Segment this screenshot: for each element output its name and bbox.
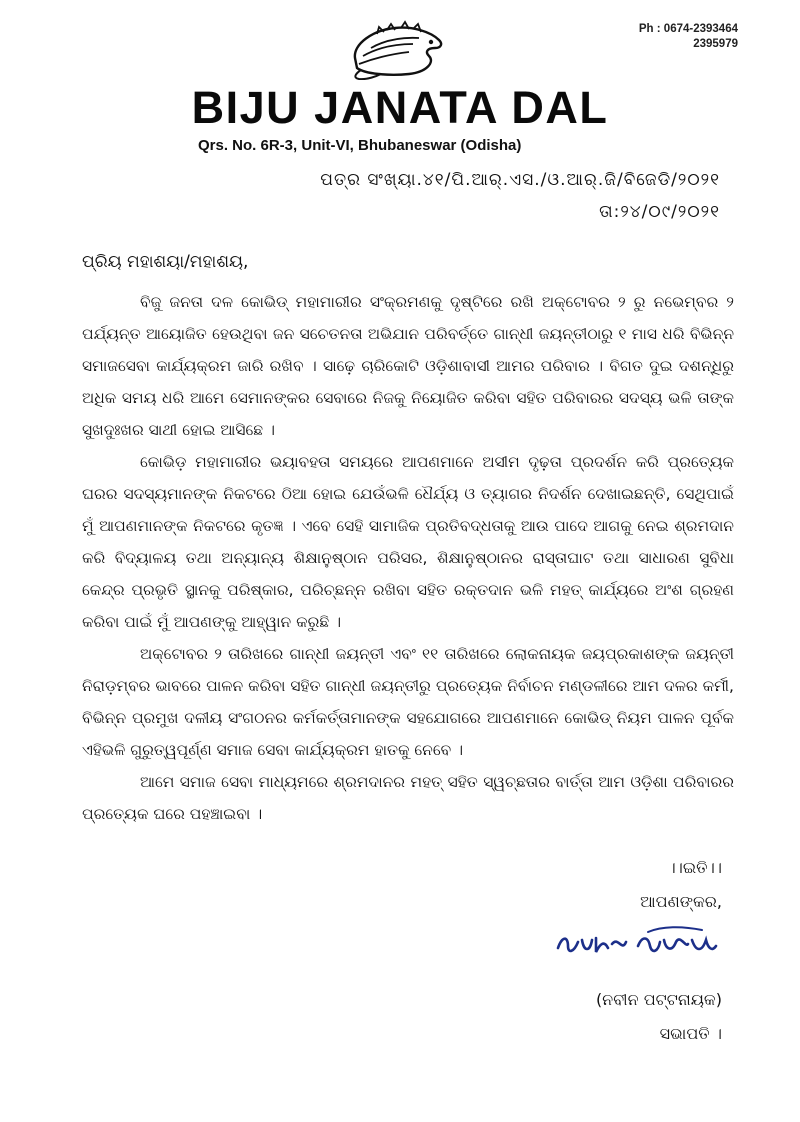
signature-mark xyxy=(552,918,722,968)
phone-number-alt: 2395979 xyxy=(693,38,738,50)
signatory-title: ସଭାପତି । xyxy=(659,1024,722,1043)
body-paragraph: କୋଭିଡ଼ ମହାମାରୀର ଭୟାବହତା ସମୟରେ ଆପଣମାନେ ଅସୀମ ଦୃଢ଼ତା ପ୍ରଦର୍ଶନ କରି ପ୍ରତ୍ୟେକ ଘରର ସଦସ୍ୟମାନଙ୍କ ନିକଟରେ ଠିଆ ହୋଇ ଯେଉଁଭଳି ଧୈର୍ଯ୍ୟ ଓ ତ୍ୟାଗର ନିଦର୍ଶନ ଦେଖାଇଛନ୍ତି, ସେଥିପାଇଁ ମୁଁ ଆପଣମାନଙ୍କ ନିକଟରେ କୃତଜ୍ଞ । ଏବେ ସେହି ସାମାଜିକ ପ୍ରତିବଦ୍ଧତାକୁ ଆଉ ପାଦେ ଆଗକୁ ନେଇ ଶ୍ରମଦାନ କରି ବିଦ୍ୟାଳୟ ତଥା ଅନ୍ୟାନ୍ୟ ଶିକ୍ଷାନୁଷ୍ଠାନ ପରିସର, ଶିକ୍ଷାନୁଷ୍ଠାନର ରାସ୍ତାଘାଟ ତଥା ସାଧାରଣ ସୁବିଧା କେନ୍ଦ୍ର ପ୍ରଭୃତି ସ୍ଥାନକୁ ପରିଷ୍କାର, ପରିଚ୍ଛନ୍ନ ରଖିବା ସହିତ ରକ୍ତଦାନ ଭଳି ମହତ୍ କାର୍ଯ୍ୟରେ ଅଂଶ ଗ୍ରହଣ କରିବା ପାଇଁ ମୁଁ ଆପଣଙ୍କୁ ଆହ୍ୱାନ କରୁଛି । xyxy=(82,453,734,631)
letter-body xyxy=(82,286,734,830)
body-paragraph: ଅକ୍ଟୋବର ୨ ତାରିଖରେ ଗାନ୍ଧୀ ଜୟନ୍ତୀ ଏବଂ ୧୧ ତାରିଖରେ ଲୋକନାୟକ ଜୟପ୍ରକାଶଙ୍କ ଜୟନ୍ତୀ ନିରାଡ଼ମ୍ବର ଭାବରେ ପାଳନ କରିବା ସହିତ ଗାନ୍ଧୀ ଜୟନ୍ତୀରୁ ପ୍ରତ୍ୟେକ ନିର୍ବାଚନ ମଣ୍ଡଳୀରେ ଆମ ଦଳର କର୍ମୀ, ବିଭିନ୍ନ ପ୍ରମୁଖ ଦଳୀୟ ସଂଗଠନର କର୍ମକର୍ତ୍ତାମାନଙ୍କ ସହଯୋଗରେ ଆପଣମାନେ କୋଭିଡ୍ ନିୟମ ପାଳନ ପୂର୍ବକ ଏହିଭଳି ଗୁରୁତ୍ୱପୂର୍ଣ୍ଣ ସମାଜ ସେବା କାର୍ଯ୍ୟକ୍ରମ ହାତକୁ ନେବେ । xyxy=(82,645,734,759)
closing-iti: ।।ଇତି।। xyxy=(668,858,722,877)
salutation: ପ୍ରିୟ ମହାଶୟା/ମହାଶୟ, xyxy=(82,252,249,272)
signatory-name: (ନବୀନ ପଟ୍ଟନାୟକ) xyxy=(595,990,722,1009)
body-paragraph: ଆମେ ସମାଜ ସେବା ମାଧ୍ୟମରେ ଶ୍ରମଦାନର ମହତ୍ ସହିତ ସ୍ୱଚ୍ଛତାର ବାର୍ତ୍ତା ଆମ ଓଡ଼ିଶା ପରିବାରର ପ୍ରତ୍ୟେକ ଘରେ ପହଞ୍ଚାଇବା । xyxy=(82,773,734,823)
party-address: Qrs. No. 6R-3, Unit-VI, Bhubaneswar (Odisha) xyxy=(198,137,522,154)
phone-number: Ph : 0674-2393464 xyxy=(638,23,738,35)
letter-date: ତା:୨୪/୦୯/୨୦୨୧ xyxy=(599,202,720,222)
body-paragraph: ବିଜୁ ଜନତା ଦଳ କୋଭିଡ୍ ମହାମାରୀର ସଂକ୍ରମଣକୁ ଦୃଷ୍ଟିରେ ରଖି ଅକ୍ଟୋବର ୨ ରୁ ନଭେମ୍ବର ୨ ପର୍ଯ୍ୟନ୍ତ ଆୟୋଜିତ ହେଉଥିବା ଜନ ସଚେତନତା ଅଭିଯାନ ପରିବର୍ତ୍ତେ ଗାନ୍ଧୀ ଜୟନ୍ତୀଠାରୁ ୧ ମାସ ଧରି ବିଭିନ୍ନ ସମାଜସେବା କାର୍ଯ୍ୟକ୍ରମ ଜାରି ରଖିବ । ସାଢ଼େ ଚାରିକୋଟି ଓଡ଼ିଶାବାସୀ ଆମର ପରିବାର । ବିଗତ ଦୁଇ ଦଶନ୍ଧିରୁ ଅଧିକ ସମୟ ଧରି ଆମେ ସେମାନଙ୍କର ସେବାରେ ନିଜକୁ ନିୟୋଜିତ କରିବା ସହିତ ପରିବାରର ସଦସ୍ୟ ଭଳି ତାଙ୍କ ସୁଖଦୁଃଖର ସାଥୀ ହୋଇ ଆସିଛେ । xyxy=(82,293,734,439)
party-name: BIJU JANATA DAL xyxy=(191,82,609,133)
closing-yours: ଆପଣଙ୍କର, xyxy=(640,892,722,911)
phone-block xyxy=(639,22,738,52)
letter-reference-number: ପତ୍ର ସଂଖ୍ୟା.୪୧/ପି.ଆର୍.ଏସ./ଓ.ଆର୍.ଜି/ବିଜେଡି/୨୦୨୧ xyxy=(320,170,720,190)
conch-shell-icon xyxy=(347,18,447,80)
